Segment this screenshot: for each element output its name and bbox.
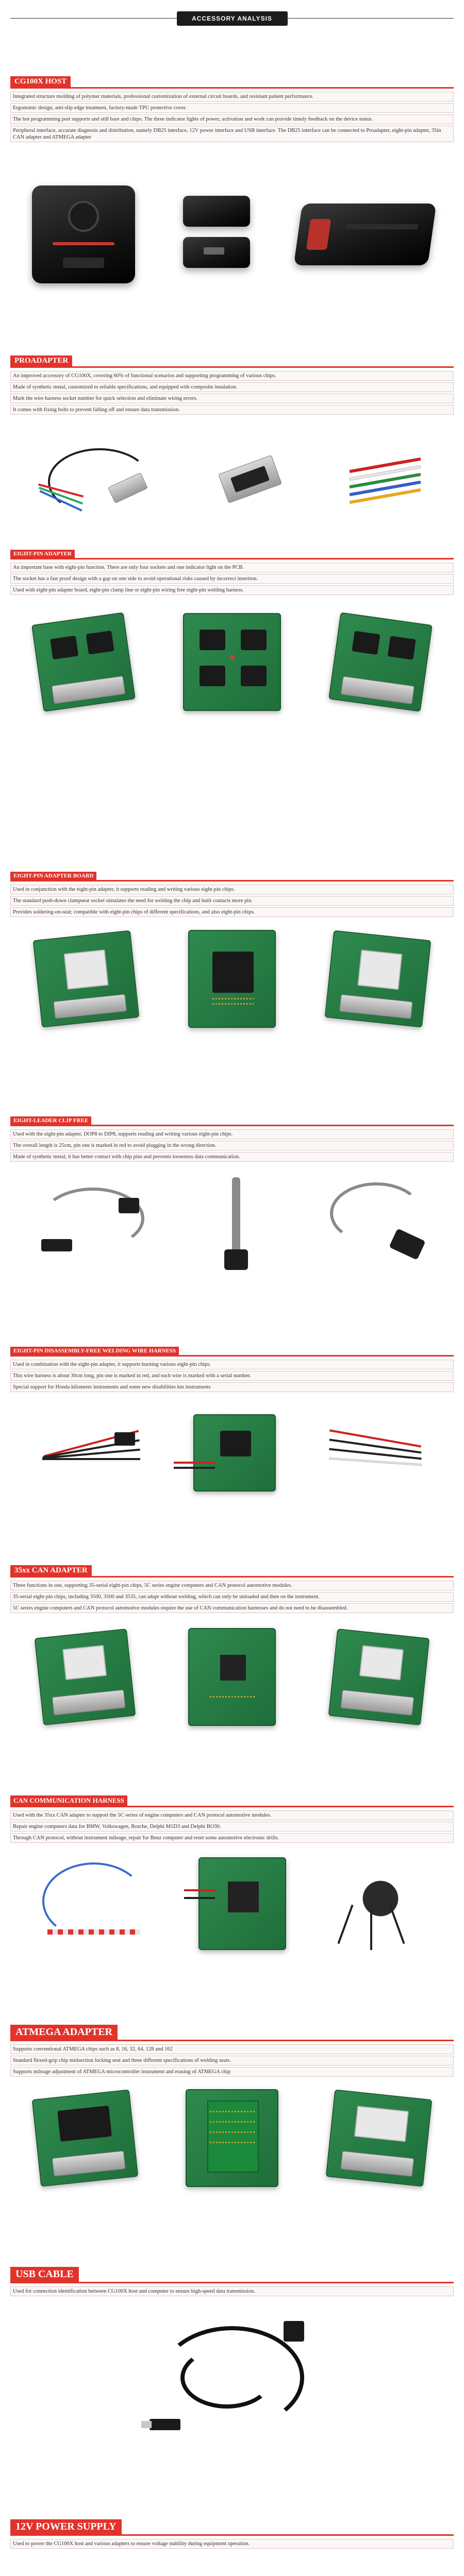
power-supply-images (10, 2563, 454, 2576)
section-rule (10, 880, 454, 882)
feature-list (10, 2539, 454, 2549)
feature-item: The hot programming port supports and still bare and chips. The three indicator lights of power, activation and work can provide timely feedback on the device status. (10, 114, 454, 124)
eight-pin-board-images (10, 922, 454, 1036)
can-harness-image-1 (32, 1852, 156, 1955)
feature-item: Peripheral interface, accurate diagnosis and distribution, namely DB25 interface, 12V power interface and USB interface. The DB25 interface can be connected to Proadapter, eight-pin adapter, 35in CAN adapter and ATMEGA adapter (10, 126, 454, 142)
section-rule (10, 2282, 454, 2283)
feature-list (10, 1129, 454, 1162)
harness-image-3 (319, 1412, 432, 1494)
feature-item: Used in combination with the eight-pin adapter, it supports burning various eight-pin chips. (10, 1360, 454, 1369)
feature-item: Used with the eight-pin adapter, DOP8 to DIP8, supports reading and writing various eight-pin chips. (10, 1129, 454, 1139)
feature-item: Used to power the CG100X host and various adapters to ensure voltage stability during equipment operation. (10, 2539, 454, 2549)
atmega-image-1 (32, 2090, 139, 2187)
section-eight-leader-clip (10, 1115, 454, 1163)
section-title: PROADAPTER (10, 355, 72, 366)
feature-item: Integrated structure molding of polymer materials, professional customization of external circuit boards, and resistant patient performance. (10, 92, 454, 101)
section-rule (10, 1355, 454, 1357)
section-title: EIGHT-PIN ADAPTER BOARD (10, 872, 96, 880)
atmega-images (10, 2081, 454, 2195)
feature-list (10, 885, 454, 917)
feature-list (10, 2044, 454, 2077)
proadapter-connector-image (211, 443, 294, 520)
can-harness-image-3 (329, 1852, 432, 1955)
harness-image-2 (193, 1414, 276, 1492)
section-title: EIGHT-LEADER CLIP FREE (10, 1116, 91, 1125)
section-title: USB CABLE (10, 2267, 79, 2282)
clip-cable-image-3 (320, 1172, 433, 1275)
feature-item: It comes with fixing bolts to prevent falling off and ensure data transmission. (10, 405, 454, 415)
usb-cable-images (10, 2313, 454, 2442)
feature-item: Supports conventional ATMEGA chips such as 8, 16, 32, 64, 128 and 162 (10, 2044, 454, 2054)
feature-item: Mark the wire harness socket number for quick selection and eliminate wiring errors. (10, 394, 454, 403)
section-usb-cable (10, 2267, 454, 2298)
section-title: ATMEGA ADAPTER (10, 2025, 118, 2040)
atmega-image-2 (186, 2089, 278, 2187)
section-rule (10, 558, 454, 560)
section-35xx-can-adapter (10, 1565, 454, 1615)
section-title: CAN COMMUNICATION HARNESS (10, 1795, 127, 1806)
feature-item: Used with the 35xx CAN adapter to support the 5C series of engine computers and CAN protocol automotive modules. (10, 1810, 454, 1820)
feature-item: Ergonomic design, anti-slip edge treatment, factory-made TPU protective cover. (10, 103, 454, 113)
section-rule (10, 366, 454, 368)
power-cable-image (260, 2571, 405, 2576)
section-eight-pin-adapter-board (10, 871, 454, 919)
feature-item: Repair engine computers data for BMW, Volkswagen, Bosche, Delphi M1D3 and Delphi BO30. (10, 1822, 454, 1832)
proadapter-cable-image (32, 438, 167, 526)
section-title: CG100X HOST (10, 76, 71, 87)
banner-title: ACCESSORY ANALYSIS (177, 11, 288, 26)
eight-pin-adapter-images (10, 603, 454, 721)
clip-cable-image-1 (31, 1172, 155, 1275)
harness-image-1 (32, 1412, 151, 1494)
eight-pin-adapter-image-3 (328, 612, 433, 711)
section-can-harness (10, 1795, 454, 1844)
feature-item: Made of synthetic metal, customized to reliable specifications, and equipped with composite insulation. (10, 382, 454, 392)
clip-cable-image-2 (196, 1172, 278, 1275)
feature-list (10, 1581, 454, 1613)
cg100x-side-images (178, 196, 255, 273)
eight-pin-adapter-image-1 (31, 612, 136, 711)
feature-item: Provides soldering-on-seat; compatible with eight-pin chips of different specifications, and also eight-pin chips. (10, 907, 454, 917)
feature-item: Standard flexed-grip chip midsection locking seat and three different specifications of welding seats. (10, 2056, 454, 2065)
cg100x-angle-image (294, 204, 437, 265)
cg100x-images (10, 180, 454, 289)
can-adapter-image-1 (35, 1629, 136, 1725)
section-title: EIGHT-PIN ADAPTER (10, 550, 75, 558)
proadapter-images (10, 433, 454, 531)
can-harness-image-2 (198, 1857, 286, 1950)
section-rule (10, 87, 454, 89)
feature-list (10, 2286, 454, 2296)
section-power-supply (10, 2519, 454, 2550)
section-rule (10, 2040, 454, 2041)
section-rule (10, 1576, 454, 1578)
usb-cable-image (139, 2316, 325, 2439)
banner (0, 0, 464, 31)
feature-item: An improved accessory of CG100X, covering 60% of functional scenarios and supporting programming of various chips. (10, 371, 454, 381)
feature-item: Made of synthetic metal, it has better contact with chip pins and prevents looseness data communication. (10, 1152, 454, 1162)
section-rule (10, 1806, 454, 1807)
eight-pin-board-image-1 (32, 930, 139, 1028)
eight-pin-board-image-2 (188, 930, 276, 1028)
feature-item: The standard push-down clampseat socket simulates the need for welding the chip and built contacts more pin. (10, 896, 454, 906)
feature-list (10, 92, 454, 142)
section-rule (10, 1125, 454, 1126)
feature-item: Used in conjunction with the eight-pin adapter, it supports reading and writing various eight-pin chips. (10, 885, 454, 894)
feature-list (10, 1360, 454, 1392)
section-proadapter (10, 355, 454, 416)
feature-list (10, 1810, 454, 1843)
can-adapter-images (10, 1623, 454, 1731)
section-title: 35xx CAN ADAPTER (10, 1565, 92, 1576)
feature-item: The overall length is 25cm, pin one is marked in red to avoid plugging in the wrong direction. (10, 1141, 454, 1150)
feature-item: Through CAN protocol, without instrument mileage, repair for Benz computer and reset some automotive electronic drills. (10, 1833, 454, 1843)
section-title: 12V POWER SUPPLY (10, 2519, 122, 2534)
feature-item: Used for connection identification between CG100X host and computer to ensure high-speed data transmission. (10, 2286, 454, 2296)
section-eight-pin-harness (10, 1346, 454, 1394)
eight-pin-board-image-3 (325, 930, 432, 1028)
section-eight-pin-adapter (10, 549, 454, 597)
feature-list (10, 563, 454, 595)
eight-leader-clip-images (10, 1167, 454, 1280)
power-adapter-image (59, 2571, 162, 2576)
feature-item: The socket has a fast proof design with a gap on one side to avoid operational risks caused by incorrect insertion. (10, 574, 454, 584)
section-cg100x-host (10, 76, 454, 144)
feature-item: Used with eight-pin adapter board, eight-pin clamp line or eight-pin wiring free eight-pin welding harness. (10, 585, 454, 595)
feature-item: 5C series engine computers and CAN protocol automotive modules require the use of CAN communication harnesses and do not need to be disassembled. (10, 1603, 454, 1613)
feature-item: Special support for Honda kilometer instruments and some new disabilities km instruments (10, 1382, 454, 1392)
atmega-image-3 (326, 2090, 433, 2187)
can-adapter-image-2 (188, 1628, 276, 1726)
can-harness-images (10, 1847, 454, 1960)
section-atmega-adapter (10, 2025, 454, 2078)
feature-item: An important base with eight-pin function. There are only four sockets and one indicator light on the PCB. (10, 563, 454, 572)
section-rule (10, 2534, 454, 2536)
eight-pin-adapter-image-2 (183, 613, 281, 711)
harness-images (10, 1401, 454, 1504)
feature-list (10, 371, 454, 415)
cg100x-front-image (32, 185, 135, 283)
section-title: EIGHT-PIN DISASSEMBLY-FREE WELDING WIRE HARNESS (10, 1347, 179, 1355)
proadapter-wires-image (339, 443, 432, 520)
feature-item: Supports mileage adjustment of ATMEGA microcontroller instrument and erasing of ATMEGA chip (10, 2067, 454, 2077)
feature-item: This wire harness is about 30cm long, pin one is marked in red, and each wire is marked with a serial number. (10, 1371, 454, 1381)
feature-item: Three functions in one, supporting 35-serial eight-pin chips, 5C series engine computers and CAN protocol automotive modules. (10, 1581, 454, 1590)
can-adapter-image-3 (328, 1629, 430, 1725)
feature-item: 35-serial eight-pin chips, including 3500, 3500 and 3535, can adapt without welding, which can only be unloaded and then on the instrument. (10, 1592, 454, 1602)
